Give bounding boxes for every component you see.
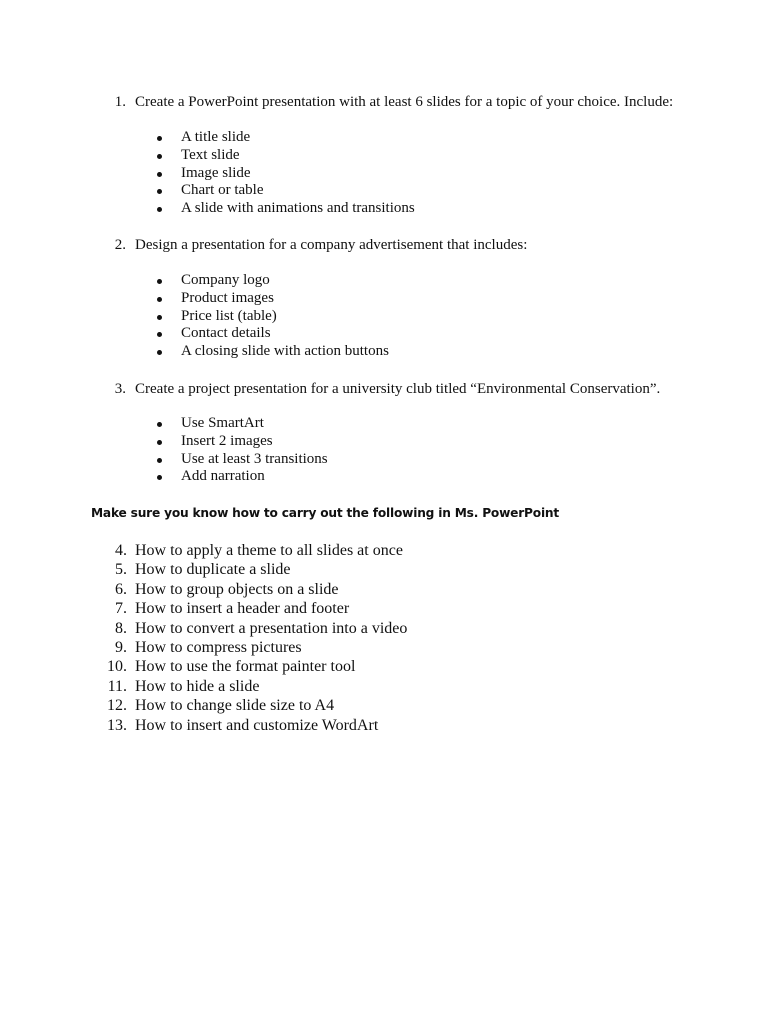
task-1 — [0, 92, 768, 112]
list-item — [0, 560, 768, 579]
list-item — [0, 272, 768, 290]
bullet-icon — [157, 475, 162, 480]
list-item — [0, 343, 768, 361]
bullet-icon — [157, 458, 162, 463]
bullet-text: Use SmartArt — [181, 415, 264, 431]
bullet-text: Add narration — [181, 468, 265, 485]
list-item — [0, 580, 768, 599]
task-2-text: Design a presentation for a company advertisement that includes: — [135, 237, 528, 253]
bullet-text: A title slide — [181, 129, 251, 145]
list-item — [0, 657, 768, 676]
list-item — [0, 200, 768, 218]
list-item — [0, 147, 768, 165]
list-number: 5. — [115, 561, 127, 579]
task-2-bullet-list — [0, 272, 768, 361]
list-number: 7. — [115, 600, 127, 618]
bullet-icon — [157, 440, 162, 445]
list-text: How to change slide size to A4 — [135, 697, 335, 715]
list-item — [0, 716, 768, 735]
task-3-text: Create a project presentation for a university club titled “Environmental Conservation”. — [135, 381, 661, 397]
bullet-text: Price list (table) — [181, 307, 277, 324]
bullet-text: Company logo — [181, 272, 270, 288]
list-text: How to compress pictures — [135, 638, 302, 656]
list-text: How to duplicate a slide — [135, 561, 291, 579]
list-number: 11. — [107, 677, 127, 695]
list-text: How to use the format painter tool — [135, 658, 356, 676]
list-number: 4. — [115, 542, 127, 559]
bullet-icon — [157, 136, 162, 141]
howto-list — [0, 541, 768, 735]
list-item — [0, 468, 768, 486]
bullet-text: Product images — [181, 289, 274, 306]
bullet-icon — [157, 332, 162, 337]
list-number: 12. — [107, 697, 127, 715]
list-text: How to apply a theme to all slides at once — [135, 542, 403, 559]
bullet-icon — [157, 297, 162, 302]
list-item — [0, 308, 768, 326]
list-item — [0, 677, 768, 696]
list-item — [0, 696, 768, 715]
list-text: How to insert a header and footer — [135, 600, 350, 618]
bullet-text: Text slide — [181, 146, 240, 163]
list-number: 9. — [115, 638, 127, 656]
task-1-text: Create a PowerPoint presentation with at least 6 slides for a topic of your choice. Include: — [135, 94, 674, 110]
task-1-heading — [0, 92, 768, 112]
bullet-text: Chart or table — [181, 182, 264, 199]
bullet-text: Insert 2 images — [181, 432, 273, 449]
bullet-text: Use at least 3 transitions — [181, 450, 328, 467]
list-item — [0, 182, 768, 200]
list-item — [0, 451, 768, 469]
list-item — [0, 415, 768, 433]
task-2-heading — [0, 235, 768, 255]
list-number: 13. — [107, 716, 127, 734]
bullet-text: A slide with animations and transitions — [181, 200, 415, 217]
list-item — [0, 325, 768, 343]
bullet-icon — [157, 315, 162, 320]
list-item — [0, 599, 768, 618]
list-item — [0, 541, 768, 560]
list-text: How to convert a presentation into a video — [135, 619, 408, 637]
bullet-text: Contact details — [181, 325, 271, 342]
list-item — [0, 290, 768, 308]
bullet-icon — [157, 422, 162, 427]
bullet-icon — [157, 154, 162, 159]
bullet-icon — [157, 172, 162, 177]
bullet-icon — [157, 279, 162, 284]
task-1-number: 1. — [114, 94, 126, 110]
list-item — [0, 638, 768, 657]
list-number: 10. — [107, 658, 127, 676]
list-text: How to hide a slide — [135, 677, 260, 695]
list-text: How to group objects on a slide — [135, 580, 339, 598]
task-1-bullet-list — [0, 129, 768, 218]
task-3-bullet-list — [0, 415, 768, 486]
list-item — [0, 165, 768, 183]
list-number: 6. — [115, 580, 127, 598]
task-2 — [0, 235, 768, 255]
bullet-icon — [157, 350, 162, 355]
bullet-icon — [157, 207, 162, 212]
list-item — [0, 619, 768, 638]
powerpoint-skills-note: Make sure you know how to carry out the following in Ms. PowerPoint — [91, 506, 560, 520]
bullet-icon — [157, 189, 162, 194]
task-2-number: 2. — [114, 237, 126, 253]
list-number: 8. — [115, 619, 127, 637]
bullet-text: Image slide — [181, 164, 251, 181]
list-item — [0, 433, 768, 451]
list-item — [0, 129, 768, 147]
bullet-text: A closing slide with action buttons — [181, 343, 389, 360]
task-3-heading — [0, 379, 768, 399]
list-text: How to insert and customize WordArt — [135, 716, 379, 734]
task-3-number: 3. — [114, 381, 126, 397]
task-3 — [0, 379, 768, 399]
